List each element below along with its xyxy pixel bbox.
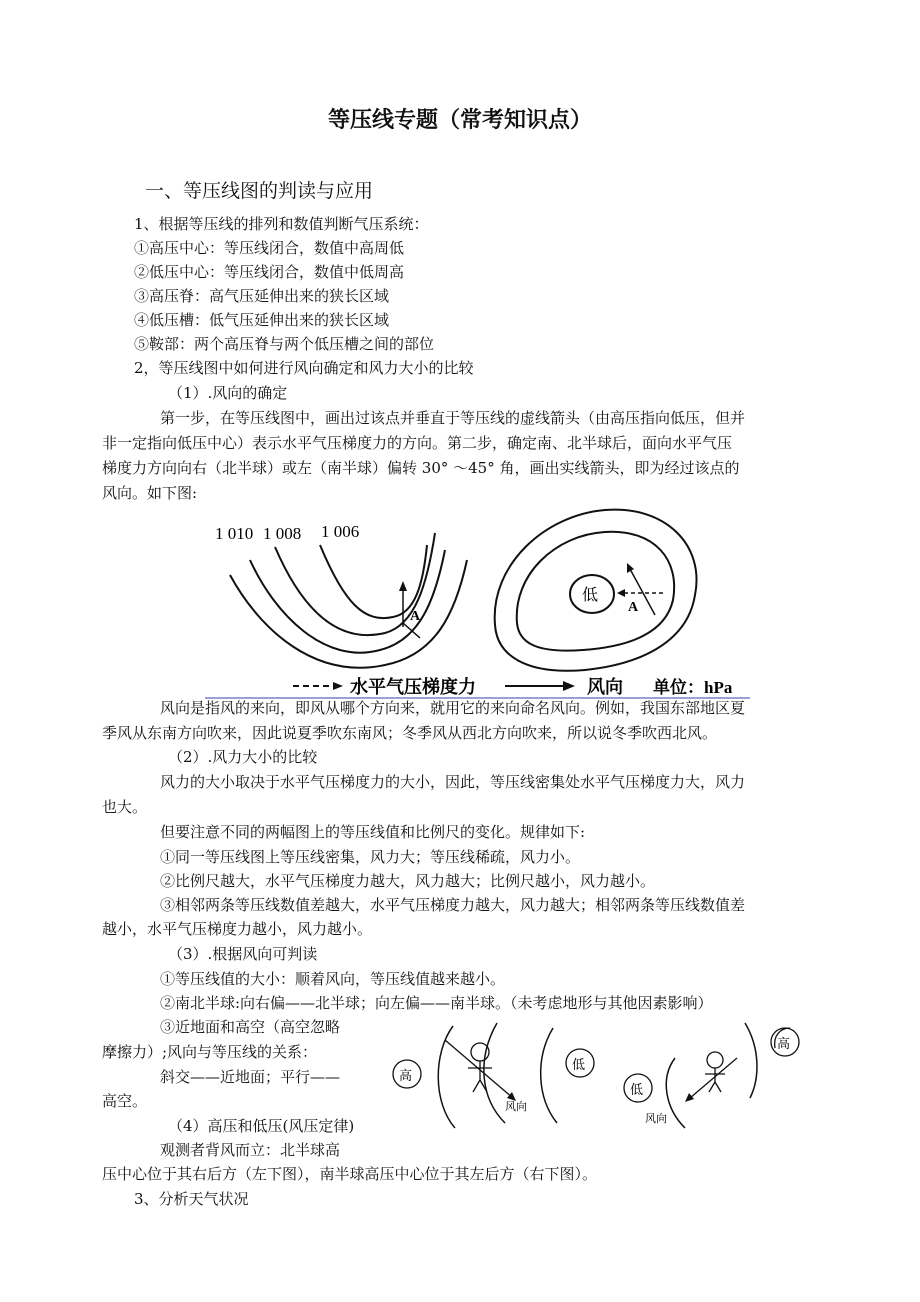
paragraph-line: 第一步，在等压线图中，画出过该点并垂直于等压线的虚线箭头（由高压指向低压，但并 (160, 409, 746, 427)
paragraph-line: 梯度力方向向右（北半球）或左（南半球）偏转 30° ～45° 角，画出实线箭头，即为经过该点的 (102, 459, 740, 477)
rule-line: ①同一等压线图上等压线密集，风力大；等压线稀疏，风力小。 (160, 848, 581, 866)
subheading: （2）.风力大小的比较 (168, 748, 318, 766)
section-heading: 一、等压线图的判读与应用 (145, 180, 374, 202)
paragraph-line: ③近地面和高空（高空忽略 (160, 1018, 341, 1036)
wind-law-figure (385, 1018, 805, 1130)
paragraph-line: 但要注意不同的两幅图上的等压线值和比例尺的变化。规律如下: (160, 823, 586, 841)
wind-label: 风向 (645, 1113, 667, 1125)
paragraph-line: 观测者背风而立：北半球高 (160, 1141, 341, 1159)
paragraph-line: 也大。 (102, 798, 148, 816)
subheading: （4）高压和低压(风压定律) (168, 1117, 355, 1135)
text-line: ⑤鞍部：两个高压脊与两个低压槽之间的部位 (134, 335, 435, 353)
legend-gradient-force: 水平气压梯度力 (350, 677, 476, 697)
paragraph-line: 压中心位于其右后方（左下图），南半球高压中心位于其左后方（右下图）。 (102, 1165, 598, 1183)
isobar-wind-figure (205, 505, 750, 700)
paragraph-line: 斜交——近地面；平行—— (160, 1068, 341, 1086)
text-line: ④低压槽：低气压延伸出来的狭长区域 (134, 311, 390, 329)
paragraph-line: 风力的大小取决于水平气压梯度力的大小，因此，等压线密集处水平气压梯度力大，风力 (160, 773, 746, 791)
high-label: 高 (399, 1068, 413, 1083)
subheading: （3）.根据风向可判读 (168, 945, 318, 963)
rule-line: ②比例尺越大，水平气压梯度力越大，风力越大；比例尺越小，风力越小。 (160, 872, 656, 890)
paragraph-line: 季风从东南方向吹来，因此说夏季吹东南风；冬季风从西北方向吹来，所以说冬季吹西北风。 (102, 724, 718, 742)
isobar-label: 1 010 (215, 524, 254, 543)
isobar-label: 1 008 (263, 524, 302, 543)
paragraph-line: 非一定指向低压中心）表示水平气压梯度力的方向。第二步，确定南、北半球后，面向水平气压 (102, 434, 733, 452)
text-line: 1、根据等压线的排列和数值判断气压系统： (134, 215, 429, 233)
text-line: ③高压脊：高气压延伸出来的狭长区域 (134, 287, 390, 305)
text-line: ①高压中心：等压线闭合，数值中高周低 (134, 239, 405, 257)
paragraph-line: 高空。 (102, 1092, 148, 1110)
legend-wind-direction: 风向 (587, 677, 623, 697)
paragraph-line: ②南北半球:向右偏——北半球；向左偏——南半球。（未考虑地形与其他因素影响） (160, 994, 713, 1012)
paragraph-line: 风向。如下图: (102, 484, 198, 502)
wind-label: 风向 (505, 1101, 527, 1113)
isobar-label: 1 006 (321, 522, 360, 541)
paragraph-line: 风向是指风的来向，即风从哪个方向来，就用它的来向命名风向。例如，我国东部地区夏 (160, 699, 746, 717)
page-title: 等压线专题（常考知识点） (327, 108, 592, 133)
subheading: （1）.风向的确定 (168, 384, 288, 402)
rule-line: ③相邻两条等压线数值差越大，水平气压梯度力越大，风力越大；相邻两条等压线数值差 (160, 896, 746, 914)
rule-line: 越小，水平气压梯度力越小，风力越小。 (102, 920, 373, 938)
paragraph-line: ①等压线值的大小：顺着风向，等压线值越来越小。 (160, 970, 506, 988)
unit-label: 单位：hPa (653, 678, 733, 697)
point-a-label: A (410, 609, 421, 624)
high-label: 高 (777, 1036, 791, 1051)
paragraph-line: 摩擦力）;风向与等压线的关系： (102, 1043, 318, 1061)
text-line: 2，等压线图中如何进行风向确定和风力大小的比较 (134, 359, 474, 377)
point-a-label: A (628, 600, 639, 615)
low-label: 低 (630, 1082, 644, 1097)
text-line: 3、分析天气状况 (134, 1190, 249, 1208)
low-label: 低 (582, 587, 599, 604)
text-line: ②低压中心：等压线闭合，数值中低周高 (134, 263, 405, 281)
low-label: 低 (572, 1057, 586, 1072)
